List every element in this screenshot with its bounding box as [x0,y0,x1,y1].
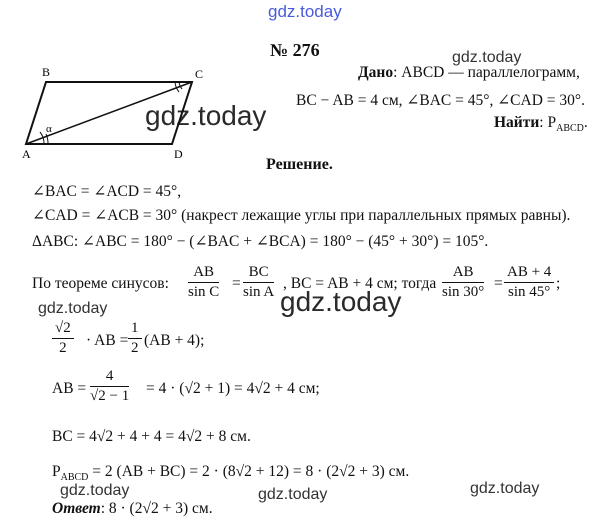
fraction-ab-over-sinc [188,264,219,301]
watermark-large: gdz.today [280,286,402,317]
law-of-sines-prefix: По теореме синусов: [32,275,169,292]
perimeter-symbol: P [52,463,61,480]
fraction-denominator: √2 − 1 [90,388,130,404]
fraction-numerator: AB [188,264,219,283]
fraction-denominator: 2 [131,340,139,356]
vertex-c-label: C [195,67,204,81]
find-subscript: ABCD [556,123,584,135]
find-text: : P [539,114,557,131]
solution-line-2: ∠CAD = ∠ACB = 30° (накрест лежащие углы при параллельных прямых равны). [32,207,571,224]
ab-result: = 4 · (√2 + 1) = 4√2 + 4 см; [146,380,320,397]
fraction-numerator: BC [243,264,274,283]
answer-label: Ответ [52,500,101,517]
vertex-b-label: B [42,65,51,79]
find-label: Найти [494,114,540,131]
fraction-bc-over-sina [243,264,274,301]
fraction-denominator: sin C [188,284,220,300]
alpha-label: α [46,123,52,135]
vertex-a-label: A [22,147,31,161]
fraction-numerator: AB + 4 [504,264,554,283]
semicolon: ; [556,275,561,292]
solution-heading: Решение. [266,156,333,173]
ab-label: AB = [52,380,87,397]
vertex-d-label: D [174,147,183,161]
fraction-denominator: sin 30° [442,284,485,300]
fraction-4-over-sqrt2-minus-1 [90,368,129,405]
equation-end: (AB + 4); [144,332,205,349]
fraction-numerator: 1 [128,320,142,339]
watermark: gdz.today [60,482,130,499]
given-line-1 [358,64,580,82]
equation-middle: · AB = [86,332,129,349]
watermark: gdz.today [258,486,328,503]
watermark-large: gdz.today [145,100,267,131]
fraction-ab4-over-sin45 [504,264,554,301]
law-of-sines-middle: , BC = AB + 4 см; тогда [283,275,437,292]
fraction-one-half [128,320,142,357]
watermark: gdz.today [38,300,108,317]
find-dot: . [583,114,588,131]
watermark: gdz.today [452,49,522,66]
fraction-sqrt2-over-2 [52,320,74,357]
answer-text: : 8 · (2√2 + 3) см. [100,500,213,517]
equals-sign: = [494,275,503,292]
answer-line [52,500,213,518]
watermark: gdz.today [470,480,540,497]
fraction-ab-over-sin30 [442,264,484,301]
perimeter-subscript: ABCD [60,472,89,484]
fraction-denominator: sin A [243,284,275,300]
fraction-denominator: sin 45° [508,284,551,300]
equals-sign: = [232,275,241,292]
solution-line-1: ∠BAC = ∠ACD = 45°, [32,183,182,200]
watermark-top: gdz.today [268,2,342,21]
given-line-2: BC − AB = 4 см, ∠BAC = 45°, ∠CAD = 30°. [296,92,585,109]
problem-number: № 276 [270,40,320,60]
parallelogram-figure [22,62,212,162]
fraction-numerator: AB [442,264,484,283]
perimeter-result: = 2 (AB + BC) = 2 · (8√2 + 12) = 8 · (2√2 + 3) см. [88,463,410,480]
solution-line-3: ΔABC: ∠ABC = 180° − (∠BAC + ∠BCA) = 180° − (45° + 30°) = 105°. [32,233,489,250]
fraction-denominator: 2 [59,340,67,356]
bc-result: BC = 4√2 + 4 + 4 = 4√2 + 8 см. [52,428,251,445]
fraction-numerator: √2 [52,320,74,339]
perimeter-line [52,463,409,483]
find-line [494,114,588,134]
fraction-numerator: 4 [90,368,129,387]
given-text: : ABCD — параллелограмм, [393,64,580,81]
given-label: Дано [358,64,394,81]
